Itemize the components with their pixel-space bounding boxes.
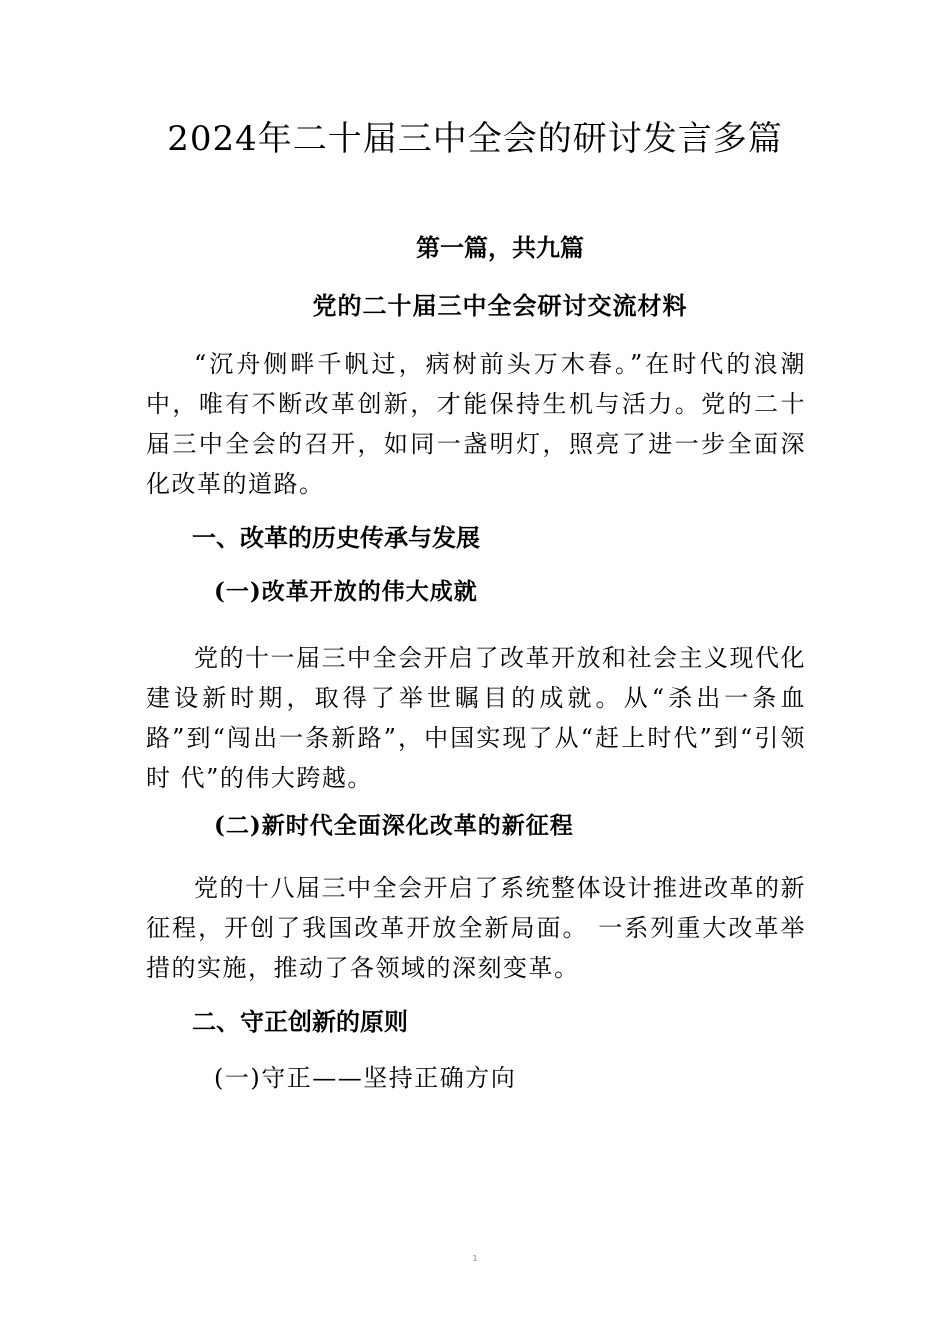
subsection-heading-1-2: (二)新时代全面深化改革的新征程 [214,812,574,839]
section-paragraph-1-1-text: 党的十一届三中全会开启了改革开放和社会主义现代化建设新时期，取得了举世瞩目的成就。从“杀出一条血路”到“闯出一条新路”，中国实现了从“赶上时代”到“引领时 代”的伟大跨越。 [146,644,806,792]
section-heading-1: 一、改革的历史传承与发展 [192,524,480,552]
section-paragraph-1-2-text: 党的十八届三中全会开启了系统整体设计推进改革的新征程，开创了我国改革开放全新局面。 一系列重大改革举措的实施，推动了各领域的深刻变革。 [146,874,806,982]
document-title: 2024年二十届三中全会的研讨发言多篇 [167,119,783,159]
section-heading-2: 二、守正创新的原则 [192,1008,408,1036]
subsection-heading-1-1: (一)改革开放的伟大成就 [214,578,478,605]
material-title: 党的二十届三中全会研讨交流材料 [312,292,688,320]
section-paragraph-1-1 [146,638,806,798]
intro-paragraph [146,344,806,504]
document-subtitle: 第一篇，共九篇 [416,234,584,262]
subsection-heading-2-1: (一)守正——坚持正确方向 [214,1064,517,1092]
page-number: 1 [472,1254,478,1263]
intro-paragraph-text: “沉舟侧畔千帆过，病树前头万木春。”在时代的浪潮中，唯有不断改革创新，才能保持生机与活力。党的二十届三中全会的召开，如同一盏明灯，照亮了进一步全面深化改革的道路。 [146,350,806,498]
section-paragraph-1-2 [146,868,806,988]
